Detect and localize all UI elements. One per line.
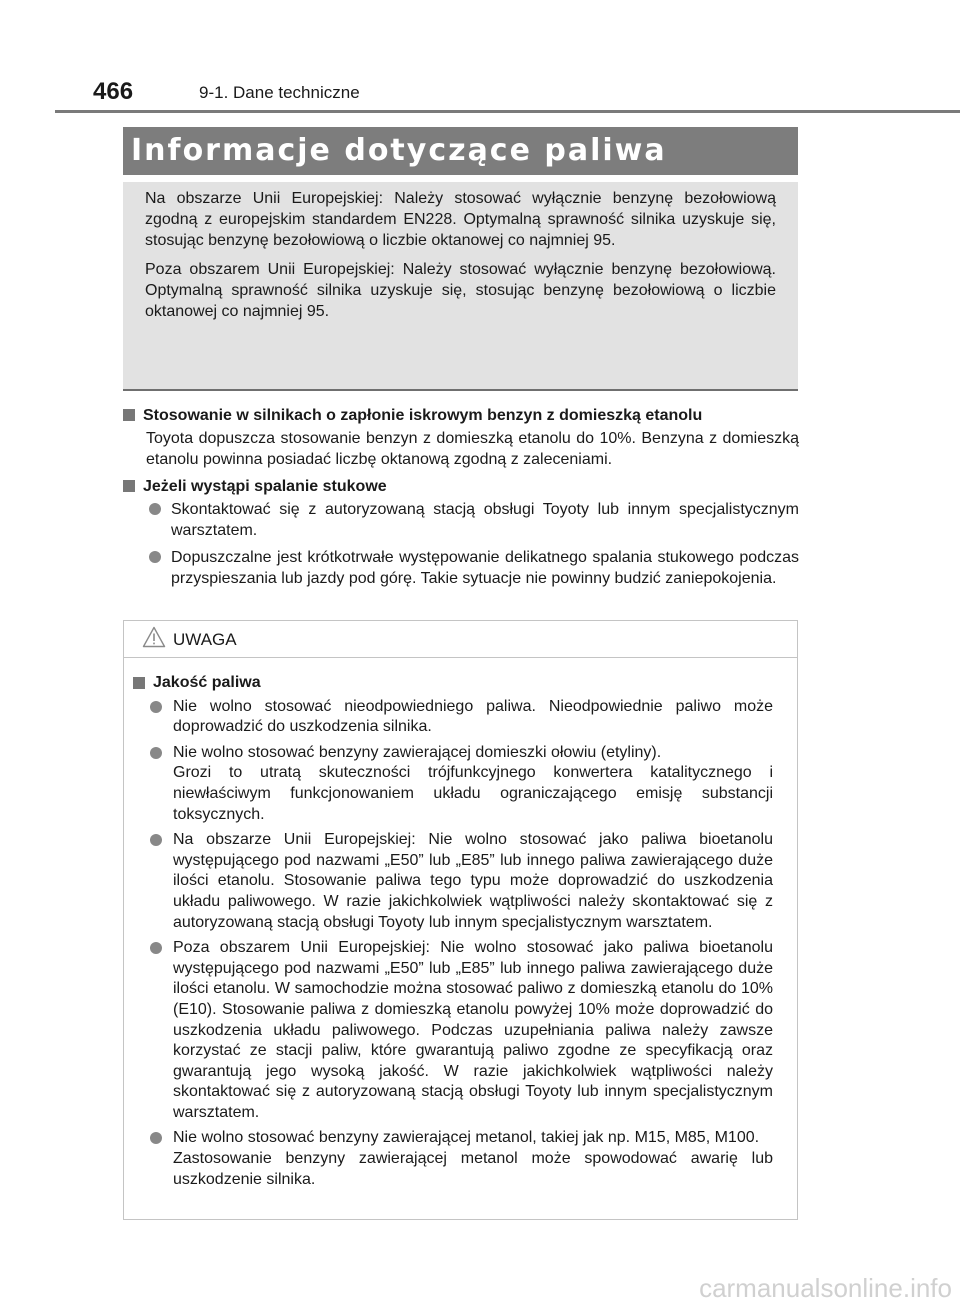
warning-header — [124, 621, 797, 658]
warning-triangle-icon — [142, 626, 166, 648]
square-bullet-icon — [123, 480, 135, 492]
round-bullet-icon — [150, 942, 162, 954]
ethanol-paragraph: Toyota dopuszcza stosowanie benzyn z domieszką etanolu do 10%. Benzyna z domieszką etanolu powinna posiadać liczbę oktanową zgodną z zaleceniami. — [146, 430, 799, 468]
page-number: 466 — [93, 78, 134, 105]
round-bullet-icon — [150, 1132, 162, 1144]
list-item: Nie wolno stosować benzyny zawierającej metanol, takiej jak np. M15, M85, M100. Zastosowanie benzyny zawierającej metanol może spowodować awarię lub uszkodzenie silnika. — [133, 1128, 773, 1190]
round-bullet-icon — [149, 551, 161, 563]
warning-title: UWAGA — [173, 630, 237, 649]
eu-fuel-paragraph: Na obszarze Unii Europejskiej: Należy stosować wyłącznie benzynę bezołowiową zgodną z europejskim standardem EN228. Optymalną sprawność silnika uzyskuje się, stosując benzynę bezołowiową o liczbie oktanowej co najmniej 95. — [145, 190, 776, 249]
page-header — [93, 78, 803, 110]
square-bullet-icon — [133, 677, 145, 689]
title-bar — [123, 127, 798, 175]
warning-box — [123, 620, 798, 1220]
list-item: Na obszarze Unii Europejskiej: Nie wolno stosować jako paliwa bioetanolu występującego pod nazwami „E50” lub „E85” lub innego paliwa zawierającego duże ilości etanolu. Stosowanie paliwa tego typu może doprowadzić do uszkodzenia układu paliwowego. W razie jakichkolwiek wątpliwości należy skontaktować się z autoryzowaną stacją obsługi Toyoty lub innym specjalistycznym warsztatem. — [133, 830, 773, 933]
main-content — [123, 405, 799, 595]
non-eu-fuel-paragraph: Poza obszarem Unii Europejskiej: Należy stosować wyłącznie benzynę bezołowiową. Optymalną sprawność silnika uzyskuje się, stosując benzynę bezołowiową o liczbie oktanowej co najmniej 95. — [145, 261, 776, 320]
section-reference: 9-1. Dane techniczne — [199, 83, 360, 102]
fuel-info-box — [123, 182, 798, 391]
list-item: Dopuszczalne jest krótkotrwałe występowanie delikatnego spalania stukowego podczas przyspieszania lub jazdy pod górę. Takie sytuacje nie powinny budzić zaniepokojenia. — [123, 547, 799, 589]
round-bullet-icon — [150, 701, 162, 713]
list-item: Poza obszarem Unii Europejskiej: Nie wolno stosować jako paliwa bioetanolu występującego pod nazwami „E50” lub „E85” lub innego paliwa zawierającego duże ilości etanolu. W samochodzie można stosować paliwo z domieszką etanolu do 10% (E10). Stosowanie paliwa z domieszką etanolu powyżej 10% może doprowadzić do uszkodzenia układu paliwowego. Podczas uzupełniania paliwa należy zawsze korzystać ze stacji paliw, które gwarantują paliwo zgodne ze specyfikacją oraz gwarantują jego wysoką jakość. W razie jakichkolwiek wątpliwości należy skontaktować się z autoryzowaną stacją obsługi Toyoty lub innym specjalistycznym warsztatem. — [133, 938, 773, 1123]
ethanol-section-heading — [123, 405, 799, 426]
header-divider — [55, 110, 960, 113]
watermark: carmanualsonline.info — [699, 1273, 952, 1303]
round-bullet-icon — [150, 747, 162, 759]
square-bullet-icon — [123, 409, 135, 421]
page-title: Informacje dotyczące paliwa — [131, 133, 667, 168]
round-bullet-icon — [150, 834, 162, 846]
warning-body — [124, 658, 797, 1190]
knock-section-heading — [123, 476, 799, 497]
knock-heading-text: Jeżeli wystąpi spalanie stukowe — [143, 478, 387, 495]
round-bullet-icon — [149, 503, 161, 515]
ethanol-heading-text: Stosowanie w silnikach o zapłonie iskrowym benzyn z domieszką etanolu — [143, 407, 703, 424]
list-item: Nie wolno stosować benzyny zawierającej domieszki ołowiu (etyliny). Grozi to utratą skuteczności trójfunkcyjnego konwertera katalitycznego i niewłaściwym funkcjonowaniem układu ograniczającego emisję substancji toksycznych. — [133, 743, 773, 825]
fuel-quality-heading: Jakość paliwa — [133, 673, 773, 694]
list-item: Nie wolno stosować nieodpowiedniego paliwa. Nieodpowiednie paliwo może doprowadzić do uszkodzenia silnika. — [133, 697, 773, 738]
list-item: Skontaktować się z autoryzowaną stacją obsługi Toyoty lub innym specjalistycznym warsztatem. — [123, 499, 799, 541]
